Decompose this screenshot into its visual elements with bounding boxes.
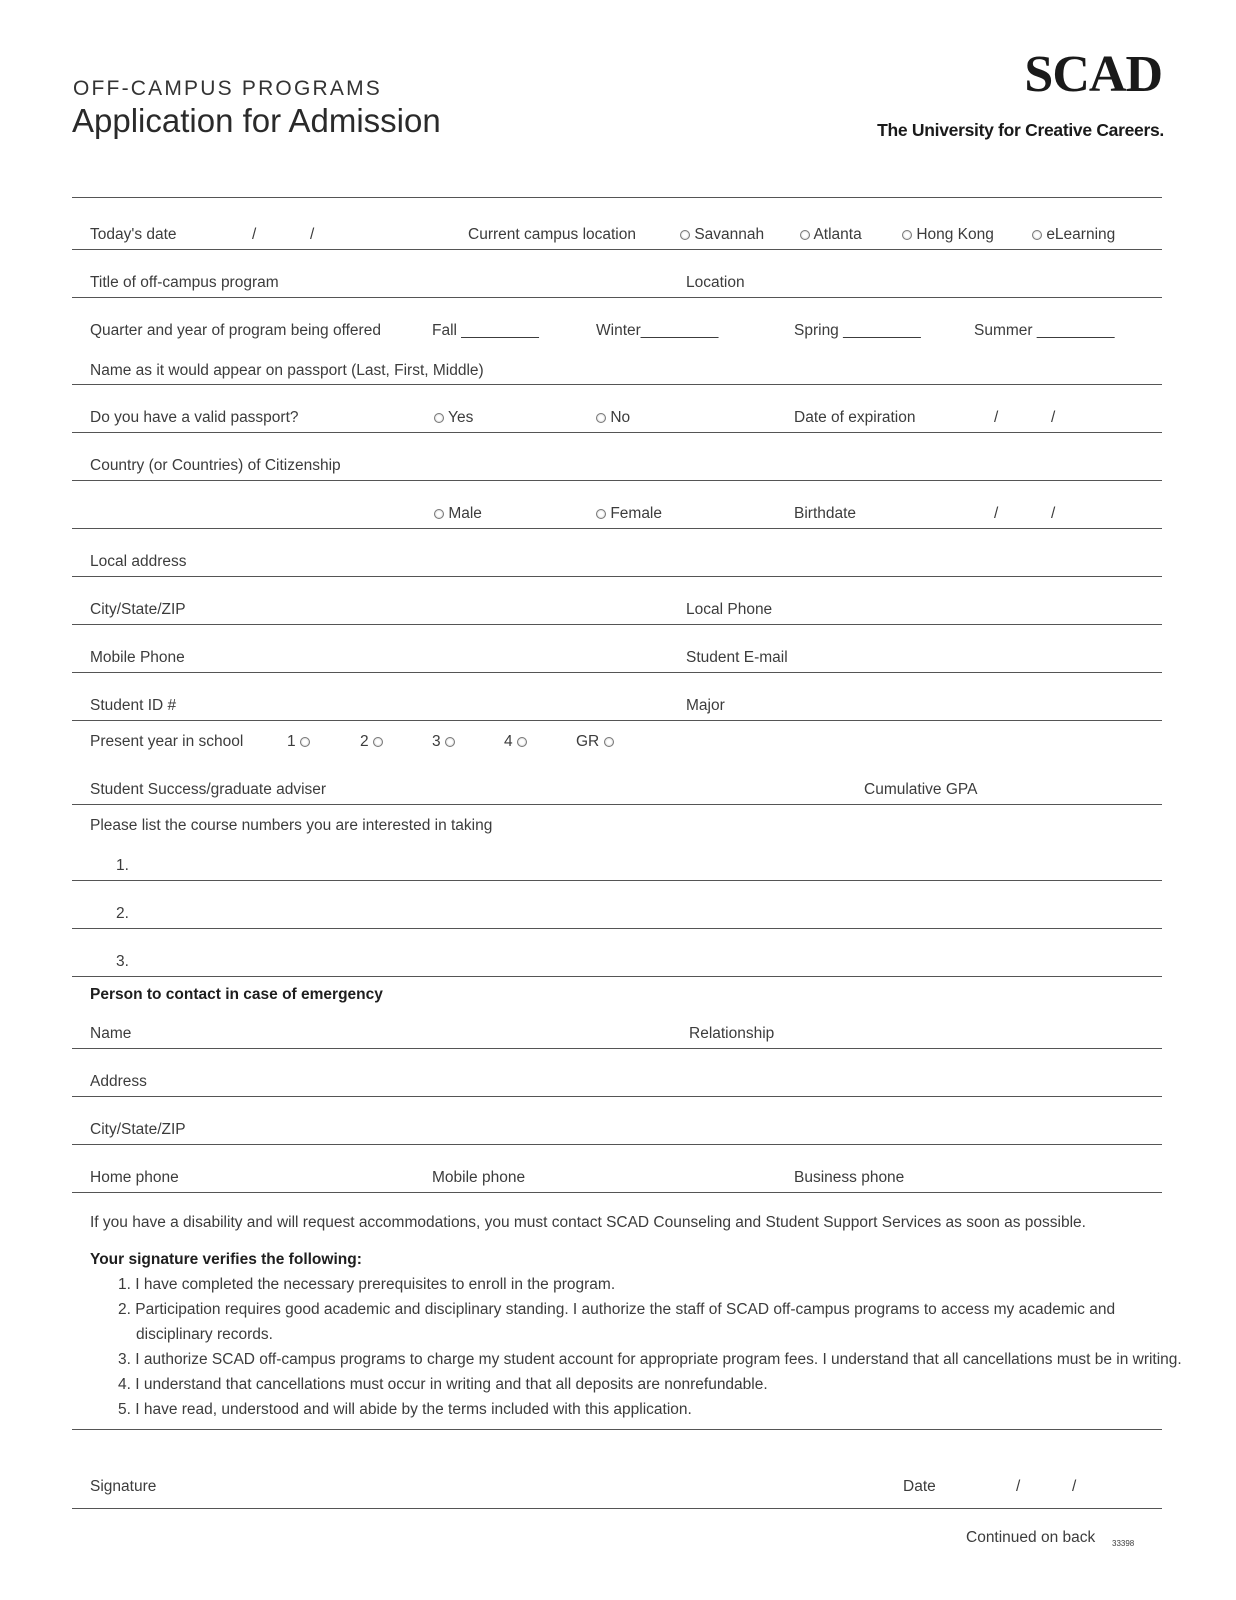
verification-item: 4. I understand that cancellations must occur in writing and that all deposits are nonrefundable.: [118, 1376, 768, 1393]
passport-question: Do you have a valid passport?: [90, 409, 299, 426]
program-subtitle: OFF-CAMPUS PROGRAMS: [73, 77, 382, 100]
location-label: Location: [686, 274, 745, 291]
verification-item: 2. Participation requires good academic and disciplinary standing. I authorize the staff of SCAD off-campus programs to access my academic and: [118, 1301, 1116, 1318]
home-phone-label: Home phone: [90, 1169, 179, 1186]
field-line[interactable]: [72, 880, 1162, 881]
citizenship-label: Country (or Countries) of Citizenship: [90, 457, 341, 474]
emergency-city-label: City/State/ZIP: [90, 1121, 186, 1138]
radio-icon: [517, 737, 527, 747]
quarter-spring[interactable]: Spring _________: [794, 322, 921, 339]
disability-note: If you have a disability and will request accommodations, you must contact SCAD Counseling and Student Support Services as soon as possible.: [90, 1214, 1086, 1231]
field-line[interactable]: [72, 1508, 1162, 1509]
todays-date-label: Today's date: [90, 226, 177, 243]
adviser-label: Student Success/graduate adviser: [90, 781, 327, 798]
field-line[interactable]: [72, 928, 1162, 929]
courses-label: Please list the course numbers you are interested in taking: [90, 817, 493, 834]
logo-tagline: The University for Creative Careers.: [877, 120, 1164, 140]
verification-item: 5. I have read, understood and will abide by the terms included with this application.: [118, 1401, 692, 1418]
field-line[interactable]: [72, 624, 1162, 625]
emergency-name-label: Name: [90, 1025, 132, 1042]
course-number-2: 2.: [116, 905, 129, 922]
radio-icon: [434, 413, 444, 423]
field-line[interactable]: [72, 672, 1162, 673]
campus-location-label: Current campus location: [468, 226, 636, 243]
local-address-label: Local address: [90, 553, 187, 570]
campus-option-atlanta[interactable]: Atlanta: [800, 226, 862, 244]
student-id-label: Student ID #: [90, 697, 177, 714]
local-phone-label: Local Phone: [686, 601, 773, 618]
field-line[interactable]: [72, 1144, 1162, 1145]
divider: [72, 197, 1162, 198]
scad-logo: SCAD: [1024, 46, 1162, 103]
emergency-heading: Person to contact in case of emergency: [90, 986, 383, 1003]
date-slash: /: [1051, 409, 1056, 426]
field-line[interactable]: [72, 976, 1162, 977]
radio-icon: [596, 413, 606, 423]
radio-icon: [800, 230, 810, 240]
quarter-winter[interactable]: Winter_________: [596, 322, 719, 339]
radio-icon: [300, 737, 310, 747]
relationship-label: Relationship: [689, 1025, 775, 1042]
date-slash: /: [310, 226, 315, 243]
field-line[interactable]: [72, 804, 1162, 805]
radio-icon: [1032, 230, 1042, 240]
field-line[interactable]: [72, 1048, 1162, 1049]
field-line[interactable]: [72, 1192, 1162, 1193]
date-slash: /: [994, 409, 999, 426]
date-slash: /: [1051, 505, 1056, 522]
radio-icon: [434, 509, 444, 519]
form-code: 33398: [1112, 1539, 1135, 1548]
passport-yes-option[interactable]: Yes: [434, 409, 473, 427]
signature-date-label: Date: [903, 1478, 936, 1495]
expiration-label: Date of expiration: [794, 409, 916, 426]
field-line[interactable]: [72, 432, 1162, 433]
field-line[interactable]: [72, 1096, 1162, 1097]
field-line[interactable]: [72, 384, 1162, 385]
date-slash: /: [252, 226, 257, 243]
quarter-label: Quarter and year of program being offered: [90, 322, 381, 339]
program-title-label: Title of off-campus program: [90, 274, 279, 291]
verification-item: 3. I authorize SCAD off-campus programs to charge my student account for appropriate program fees. I understand that all cancellations must be in writing.: [118, 1351, 1182, 1368]
course-number-3: 3.: [116, 953, 129, 970]
verification-item-continued: disciplinary records.: [136, 1326, 273, 1343]
radio-icon: [902, 230, 912, 240]
year-option-1[interactable]: 1: [287, 733, 310, 751]
signature-label: Signature: [90, 1478, 157, 1495]
mobile-phone-label: Mobile Phone: [90, 649, 185, 666]
field-line[interactable]: [72, 480, 1162, 481]
field-line[interactable]: [72, 528, 1162, 529]
campus-option-hong-kong[interactable]: Hong Kong: [902, 226, 994, 244]
emergency-mobile-label: Mobile phone: [432, 1169, 526, 1186]
major-label: Major: [686, 697, 725, 714]
birthdate-label: Birthdate: [794, 505, 857, 522]
date-slash: /: [1072, 1478, 1077, 1495]
field-line[interactable]: [72, 576, 1162, 577]
field-line[interactable]: [72, 297, 1162, 298]
passport-name-label: Name as it would appear on passport (Last, First, Middle): [90, 362, 484, 379]
gender-female-option[interactable]: Female: [596, 505, 662, 523]
verification-heading: Your signature verifies the following:: [90, 1251, 362, 1268]
radio-icon: [445, 737, 455, 747]
year-option-3[interactable]: 3: [432, 733, 455, 751]
city-state-zip-label: City/State/ZIP: [90, 601, 186, 618]
date-slash: /: [1016, 1478, 1021, 1495]
year-in-school-label: Present year in school: [90, 733, 244, 750]
student-email-label: Student E-mail: [686, 649, 788, 666]
continued-on-back: Continued on back: [966, 1529, 1096, 1546]
campus-option-savannah[interactable]: Savannah: [680, 226, 764, 244]
year-option-4[interactable]: 4: [504, 733, 527, 751]
gender-male-option[interactable]: Male: [434, 505, 482, 523]
passport-no-option[interactable]: No: [596, 409, 630, 427]
radio-icon: [604, 737, 614, 747]
radio-icon: [596, 509, 606, 519]
year-option-gr[interactable]: GR: [576, 733, 614, 751]
emergency-address-label: Address: [90, 1073, 147, 1090]
campus-option-elearning[interactable]: eLearning: [1032, 226, 1115, 244]
year-option-2[interactable]: 2: [360, 733, 383, 751]
field-line[interactable]: [72, 249, 1162, 250]
radio-icon: [680, 230, 690, 240]
verification-item: 1. I have completed the necessary prerequisites to enroll in the program.: [118, 1276, 616, 1293]
quarter-fall[interactable]: Fall _________: [432, 322, 539, 339]
gpa-label: Cumulative GPA: [864, 781, 978, 798]
quarter-summer[interactable]: Summer _________: [974, 322, 1115, 339]
date-slash: /: [994, 505, 999, 522]
divider: [72, 1429, 1162, 1430]
field-line[interactable]: [72, 720, 1162, 721]
radio-icon: [373, 737, 383, 747]
page-title: Application for Admission: [72, 102, 441, 139]
course-number-1: 1.: [116, 857, 129, 874]
business-phone-label: Business phone: [794, 1169, 905, 1186]
